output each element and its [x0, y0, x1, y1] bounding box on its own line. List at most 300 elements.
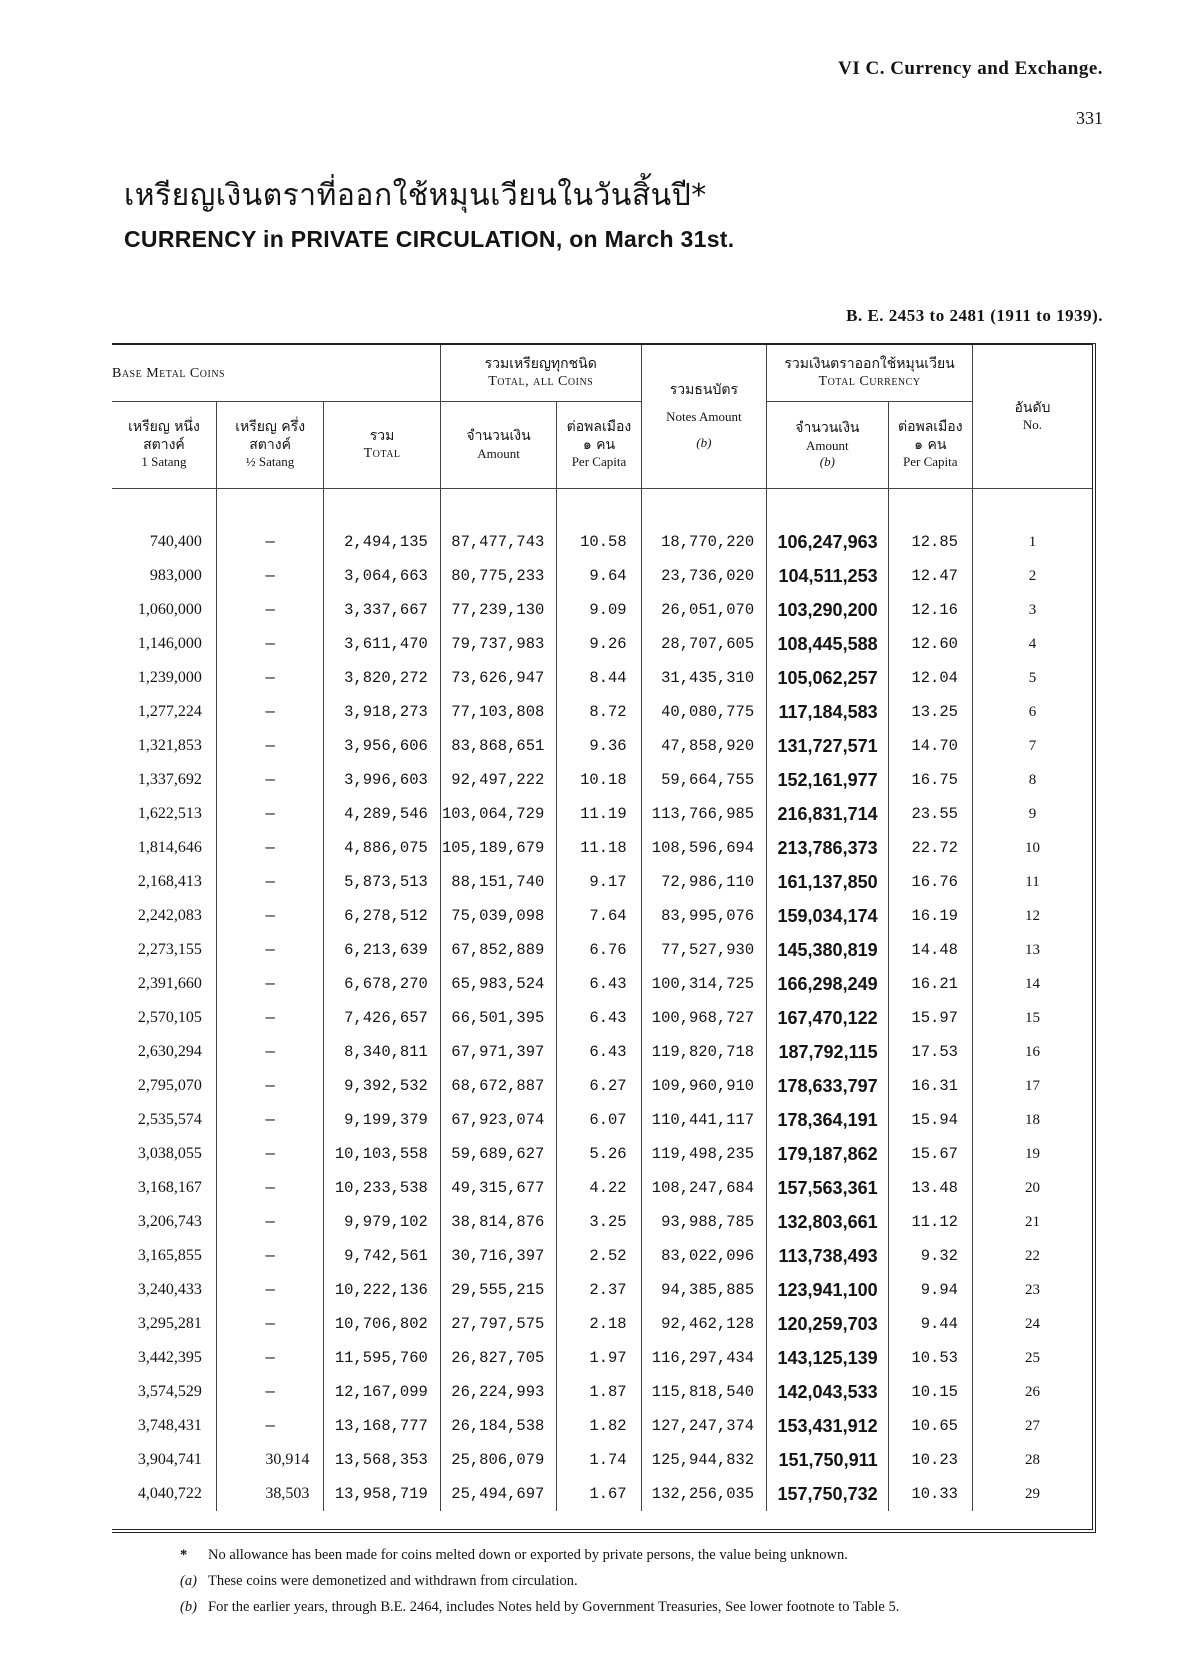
header-row-number: อันดับ No.	[972, 345, 1092, 489]
cell-coins-amount: 26,224,993	[440, 1375, 556, 1409]
footnotes	[180, 1542, 1080, 1620]
cell-coins-amount: 49,315,677	[440, 1171, 556, 1205]
cell-notes-amount: 92,462,128	[641, 1307, 767, 1341]
cell-half-satang: —	[216, 1341, 323, 1375]
cell-half-satang: —	[216, 933, 323, 967]
title-thai: เหรียญเงินตราที่ออกใช้หมุนเวียนในวันสิ้นปี*	[124, 178, 707, 213]
table-row	[112, 1443, 1092, 1477]
table-row	[112, 967, 1092, 1001]
cell-coins-amount: 66,501,395	[440, 1001, 556, 1035]
cell-one-satang: 1,622,513	[112, 797, 216, 831]
cell-notes-amount: 116,297,434	[641, 1341, 767, 1375]
cell-base-total: 3,820,272	[324, 661, 441, 695]
cell-coins-per-capita: 6.43	[557, 1001, 641, 1035]
cell-base-total: 10,233,538	[324, 1171, 441, 1205]
title-english: CURRENCY in PRIVATE CIRCULATION, on March 31st.	[124, 226, 735, 252]
cell-half-satang: —	[216, 1273, 323, 1307]
cell-notes-amount: 26,051,070	[641, 593, 767, 627]
cell-notes-amount: 113,766,985	[641, 797, 767, 831]
cell-coins-amount: 68,672,887	[440, 1069, 556, 1103]
cell-row-number: 17	[1024, 1077, 1040, 1094]
cell-half-satang: —	[216, 797, 323, 831]
cell-currency-per-capita: 10.65	[888, 1409, 972, 1443]
table-row	[112, 1103, 1092, 1137]
cell-coins-amount: 75,039,098	[440, 899, 556, 933]
cell-base-total: 3,956,606	[324, 729, 441, 763]
cell-coins-per-capita: 1.97	[557, 1341, 641, 1375]
table-row	[112, 763, 1092, 797]
cell-half-satang: —	[216, 899, 323, 933]
cell-row-number: 18	[1024, 1111, 1040, 1128]
table-row	[112, 933, 1092, 967]
cell-coins-per-capita: 3.25	[557, 1205, 641, 1239]
cell-currency-amount: 108,445,588	[767, 627, 888, 661]
cell-notes-amount: 31,435,310	[641, 661, 767, 695]
cell-half-satang: 38,503	[216, 1477, 323, 1511]
cell-base-total: 6,213,639	[324, 933, 441, 967]
header-total-all-coins: รวมเหรียญทุกชนิด Total, all Coins	[440, 345, 641, 402]
cell-notes-amount: 23,736,020	[641, 559, 767, 593]
cell-one-satang: 3,038,055	[112, 1137, 216, 1171]
cell-coins-per-capita: 9.36	[557, 729, 641, 763]
cell-coins-amount: 26,184,538	[440, 1409, 556, 1443]
cell-coins-per-capita: 7.64	[557, 899, 641, 933]
cell-coins-per-capita: 2.52	[557, 1239, 641, 1273]
cell-coins-amount: 59,689,627	[440, 1137, 556, 1171]
cell-one-satang: 1,277,224	[112, 695, 216, 729]
cell-one-satang: 2,273,155	[112, 933, 216, 967]
cell-half-satang: —	[216, 763, 323, 797]
cell-currency-per-capita: 16.76	[888, 865, 972, 899]
cell-coins-amount: 79,737,983	[440, 627, 556, 661]
table-row	[112, 1035, 1092, 1069]
cell-currency-amount: 178,633,797	[767, 1069, 888, 1103]
cell-base-total: 8,340,811	[324, 1035, 441, 1069]
cell-notes-amount: 59,664,755	[641, 763, 767, 797]
table-row	[112, 1477, 1092, 1511]
cell-coins-amount: 77,239,130	[440, 593, 556, 627]
table-row	[112, 1239, 1092, 1273]
cell-one-satang: 3,168,167	[112, 1171, 216, 1205]
cell-one-satang: 1,321,853	[112, 729, 216, 763]
cell-coins-amount: 88,151,740	[440, 865, 556, 899]
cell-row-number: 10	[1024, 839, 1040, 856]
cell-currency-per-capita: 10.15	[888, 1375, 972, 1409]
cell-notes-amount: 93,988,785	[641, 1205, 767, 1239]
cell-currency-per-capita: 16.19	[888, 899, 972, 933]
cell-row-number: 2	[1028, 567, 1037, 584]
cell-one-satang: 1,060,000	[112, 593, 216, 627]
cell-base-total: 4,289,546	[324, 797, 441, 831]
cell-notes-amount: 94,385,885	[641, 1273, 767, 1307]
header-currency-amount: จำนวนเงิน Amount (b)	[767, 402, 888, 489]
cell-currency-amount: 151,750,911	[767, 1443, 888, 1477]
cell-notes-amount: 77,527,930	[641, 933, 767, 967]
table-row	[112, 1375, 1092, 1409]
cell-coins-per-capita: 1.87	[557, 1375, 641, 1409]
table-row	[112, 729, 1092, 763]
cell-coins-per-capita: 2.37	[557, 1273, 641, 1307]
cell-currency-amount: 179,187,862	[767, 1137, 888, 1171]
cell-row-number: 14	[1024, 975, 1040, 992]
footnote-star: * No allowance has been made for coins melted down or exported by private persons, the value being unknown.	[180, 1547, 848, 1563]
cell-base-total: 3,337,667	[324, 593, 441, 627]
cell-currency-per-capita: 22.72	[888, 831, 972, 865]
cell-one-satang: 3,295,281	[112, 1307, 216, 1341]
cell-currency-amount: 143,125,139	[767, 1341, 888, 1375]
cell-base-total: 13,168,777	[324, 1409, 441, 1443]
cell-currency-amount: 117,184,583	[767, 695, 888, 729]
cell-currency-per-capita: 16.75	[888, 763, 972, 797]
cell-coins-amount: 30,716,397	[440, 1239, 556, 1273]
cell-one-satang: 1,814,646	[112, 831, 216, 865]
footnote-b: (b) For the earlier years, through B.E. 2464, includes Notes held by Government Treasuries, See lower footnote to Table 5.	[180, 1599, 900, 1615]
cell-row-number: 13	[1024, 941, 1040, 958]
cell-half-satang: —	[216, 661, 323, 695]
cell-currency-per-capita: 16.31	[888, 1069, 972, 1103]
cell-currency-amount: 178,364,191	[767, 1103, 888, 1137]
table-row	[112, 1273, 1092, 1307]
cell-row-number: 5	[1028, 669, 1037, 686]
cell-currency-per-capita: 13.25	[888, 695, 972, 729]
cell-row-number: 27	[1024, 1417, 1040, 1434]
cell-currency-amount: 105,062,257	[767, 661, 888, 695]
cell-coins-per-capita: 6.43	[557, 1035, 641, 1069]
cell-currency-per-capita: 14.70	[888, 729, 972, 763]
cell-currency-amount: 113,738,493	[767, 1239, 888, 1273]
cell-currency-per-capita: 10.53	[888, 1341, 972, 1375]
cell-currency-per-capita: 12.47	[888, 559, 972, 593]
cell-base-total: 5,873,513	[324, 865, 441, 899]
cell-coins-per-capita: 10.58	[557, 525, 641, 559]
cell-notes-amount: 72,986,110	[641, 865, 767, 899]
footnote-a: (a) These coins were demonetized and withdrawn from circulation.	[180, 1573, 578, 1589]
cell-notes-amount: 18,770,220	[641, 525, 767, 559]
cell-row-number: 16	[1024, 1043, 1040, 1060]
cell-coins-per-capita: 8.72	[557, 695, 641, 729]
cell-notes-amount: 47,858,920	[641, 729, 767, 763]
cell-currency-amount: 187,792,115	[767, 1035, 888, 1069]
cell-coins-amount: 65,983,524	[440, 967, 556, 1001]
header-half-satang: เหรียญ ครึ่งสตางค์ ½ Satang	[216, 402, 323, 489]
cell-half-satang: —	[216, 1001, 323, 1035]
cell-coins-amount: 92,497,222	[440, 763, 556, 797]
cell-notes-amount: 108,596,694	[641, 831, 767, 865]
cell-half-satang: —	[216, 1307, 323, 1341]
cell-coins-amount: 25,494,697	[440, 1477, 556, 1511]
cell-base-total: 9,979,102	[324, 1205, 441, 1239]
cell-coins-amount: 103,064,729	[440, 797, 556, 831]
cell-half-satang: —	[216, 729, 323, 763]
cell-one-satang: 1,337,692	[112, 763, 216, 797]
cell-coins-amount: 67,971,397	[440, 1035, 556, 1069]
cell-one-satang: 740,400	[112, 525, 216, 559]
cell-row-number: 11	[1025, 873, 1040, 890]
cell-base-total: 13,958,719	[324, 1477, 441, 1511]
cell-base-total: 3,996,603	[324, 763, 441, 797]
cell-base-total: 11,595,760	[324, 1341, 441, 1375]
cell-notes-amount: 110,441,117	[641, 1103, 767, 1137]
cell-base-total: 6,278,512	[324, 899, 441, 933]
cell-currency-per-capita: 17.53	[888, 1035, 972, 1069]
cell-currency-per-capita: 23.55	[888, 797, 972, 831]
table-row	[112, 1409, 1092, 1443]
cell-coins-per-capita: 10.18	[557, 763, 641, 797]
cell-notes-amount: 132,256,035	[641, 1477, 767, 1511]
cell-base-total: 9,392,532	[324, 1069, 441, 1103]
cell-currency-amount: 145,380,819	[767, 933, 888, 967]
table-row	[112, 831, 1092, 865]
cell-currency-amount: 157,750,732	[767, 1477, 888, 1511]
cell-row-number: 21	[1024, 1213, 1040, 1230]
cell-half-satang: —	[216, 967, 323, 1001]
cell-currency-per-capita: 12.60	[888, 627, 972, 661]
cell-half-satang: —	[216, 1375, 323, 1409]
cell-one-satang: 2,391,660	[112, 967, 216, 1001]
page-number: 331	[1076, 108, 1103, 128]
cell-row-number: 19	[1024, 1145, 1040, 1162]
cell-base-total: 3,611,470	[324, 627, 441, 661]
cell-currency-per-capita: 14.48	[888, 933, 972, 967]
cell-notes-amount: 127,247,374	[641, 1409, 767, 1443]
cell-row-number: 28	[1024, 1451, 1040, 1468]
cell-currency-per-capita: 12.04	[888, 661, 972, 695]
cell-currency-amount: 131,727,571	[767, 729, 888, 763]
cell-currency-per-capita: 16.21	[888, 967, 972, 1001]
cell-coins-amount: 29,555,215	[440, 1273, 556, 1307]
cell-notes-amount: 28,707,605	[641, 627, 767, 661]
cell-one-satang: 2,630,294	[112, 1035, 216, 1069]
header-base-total: รวม Total	[324, 402, 441, 489]
cell-currency-amount: 167,470,122	[767, 1001, 888, 1035]
year-range: B. E. 2453 to 2481 (1911 to 1939).	[846, 306, 1103, 325]
cell-currency-per-capita: 10.33	[888, 1477, 972, 1511]
table-row	[112, 559, 1092, 593]
cell-half-satang: —	[216, 1409, 323, 1443]
table-row	[112, 1001, 1092, 1035]
cell-base-total: 13,568,353	[324, 1443, 441, 1477]
table-row	[112, 865, 1092, 899]
table-row	[112, 593, 1092, 627]
cell-half-satang: —	[216, 559, 323, 593]
table-row	[112, 1205, 1092, 1239]
table-row	[112, 1307, 1092, 1341]
cell-coins-per-capita: 6.07	[557, 1103, 641, 1137]
cell-currency-amount: 159,034,174	[767, 899, 888, 933]
cell-notes-amount: 100,968,727	[641, 1001, 767, 1035]
cell-base-total: 10,706,802	[324, 1307, 441, 1341]
cell-notes-amount: 83,995,076	[641, 899, 767, 933]
cell-base-total: 10,222,136	[324, 1273, 441, 1307]
cell-half-satang: —	[216, 695, 323, 729]
cell-currency-amount: 161,137,850	[767, 865, 888, 899]
cell-coins-per-capita: 1.82	[557, 1409, 641, 1443]
cell-currency-per-capita: 13.48	[888, 1171, 972, 1205]
cell-row-number: 9	[1028, 805, 1037, 822]
cell-half-satang: —	[216, 831, 323, 865]
cell-notes-amount: 109,960,910	[641, 1069, 767, 1103]
cell-currency-amount: 152,161,977	[767, 763, 888, 797]
currency-table	[112, 343, 1096, 1533]
cell-row-number: 23	[1024, 1281, 1040, 1298]
cell-one-satang: 2,795,070	[112, 1069, 216, 1103]
cell-coins-per-capita: 1.74	[557, 1443, 641, 1477]
cell-coins-amount: 67,852,889	[440, 933, 556, 967]
cell-half-satang: —	[216, 1239, 323, 1273]
cell-currency-per-capita: 9.44	[888, 1307, 972, 1341]
cell-coins-per-capita: 9.17	[557, 865, 641, 899]
cell-coins-per-capita: 9.09	[557, 593, 641, 627]
cell-coins-per-capita: 9.64	[557, 559, 641, 593]
table-row	[112, 1171, 1092, 1205]
cell-coins-amount: 25,806,079	[440, 1443, 556, 1477]
cell-coins-per-capita: 11.18	[557, 831, 641, 865]
cell-half-satang: —	[216, 1205, 323, 1239]
cell-half-satang: —	[216, 1137, 323, 1171]
cell-one-satang: 3,574,529	[112, 1375, 216, 1409]
cell-one-satang: 2,242,083	[112, 899, 216, 933]
cell-currency-amount: 103,290,200	[767, 593, 888, 627]
cell-base-total: 9,742,561	[324, 1239, 441, 1273]
cell-half-satang: —	[216, 865, 323, 899]
cell-coins-per-capita: 8.44	[557, 661, 641, 695]
table-row	[112, 1069, 1092, 1103]
cell-row-number: 4	[1028, 635, 1037, 652]
cell-base-total: 2,494,135	[324, 525, 441, 559]
cell-coins-per-capita: 4.22	[557, 1171, 641, 1205]
cell-coins-per-capita: 11.19	[557, 797, 641, 831]
table-row	[112, 1137, 1092, 1171]
cell-coins-amount: 26,827,705	[440, 1341, 556, 1375]
header-total-currency: รวมเงินตราออกใช้หมุนเวียน Total Currency	[767, 345, 973, 402]
cell-one-satang: 983,000	[112, 559, 216, 593]
cell-one-satang: 2,168,413	[112, 865, 216, 899]
cell-half-satang: —	[216, 1103, 323, 1137]
cell-one-satang: 3,904,741	[112, 1443, 216, 1477]
cell-half-satang: —	[216, 1035, 323, 1069]
cell-row-number: 6	[1028, 703, 1037, 720]
cell-row-number: 3	[1028, 601, 1037, 618]
cell-currency-amount: 104,511,253	[767, 559, 888, 593]
cell-currency-amount: 142,043,533	[767, 1375, 888, 1409]
cell-coins-per-capita: 6.27	[557, 1069, 641, 1103]
cell-currency-amount: 216,831,714	[767, 797, 888, 831]
cell-coins-amount: 38,814,876	[440, 1205, 556, 1239]
cell-row-number: 29	[1024, 1485, 1040, 1502]
table-row	[112, 627, 1092, 661]
cell-currency-per-capita: 15.67	[888, 1137, 972, 1171]
cell-currency-per-capita: 10.23	[888, 1443, 972, 1477]
cell-currency-amount: 166,298,249	[767, 967, 888, 1001]
table-row	[112, 797, 1092, 831]
cell-currency-amount: 120,259,703	[767, 1307, 888, 1341]
cell-base-total: 10,103,558	[324, 1137, 441, 1171]
table-row	[112, 525, 1092, 559]
cell-base-total: 9,199,379	[324, 1103, 441, 1137]
cell-currency-amount: 153,431,912	[767, 1409, 888, 1443]
cell-coins-amount: 73,626,947	[440, 661, 556, 695]
cell-currency-amount: 157,563,361	[767, 1171, 888, 1205]
cell-row-number: 8	[1028, 771, 1037, 788]
cell-coins-amount: 105,189,679	[440, 831, 556, 865]
cell-base-total: 4,886,075	[324, 831, 441, 865]
cell-one-satang: 1,146,000	[112, 627, 216, 661]
cell-row-number: 25	[1024, 1349, 1040, 1366]
cell-currency-per-capita: 9.32	[888, 1239, 972, 1273]
cell-one-satang: 2,535,574	[112, 1103, 216, 1137]
cell-row-number: 20	[1024, 1179, 1040, 1196]
cell-notes-amount: 108,247,684	[641, 1171, 767, 1205]
cell-row-number: 22	[1024, 1247, 1040, 1264]
header-currency-per-capita: ต่อพลเมือง ๑ คน Per Capita	[888, 402, 972, 489]
cell-coins-amount: 67,923,074	[440, 1103, 556, 1137]
cell-currency-amount: 213,786,373	[767, 831, 888, 865]
cell-coins-per-capita: 6.76	[557, 933, 641, 967]
header-coins-amount: จำนวนเงิน Amount	[440, 402, 556, 489]
cell-half-satang: —	[216, 627, 323, 661]
cell-one-satang: 3,442,395	[112, 1341, 216, 1375]
cell-currency-amount: 132,803,661	[767, 1205, 888, 1239]
cell-half-satang: —	[216, 1171, 323, 1205]
cell-notes-amount: 119,820,718	[641, 1035, 767, 1069]
cell-currency-per-capita: 15.97	[888, 1001, 972, 1035]
cell-row-number: 15	[1024, 1009, 1040, 1026]
cell-one-satang: 3,748,431	[112, 1409, 216, 1443]
header-notes: รวมธนบัตร Notes Amount (b)	[641, 345, 767, 489]
cell-half-satang: 30,914	[216, 1443, 323, 1477]
cell-coins-per-capita: 9.26	[557, 627, 641, 661]
cell-currency-per-capita: 12.16	[888, 593, 972, 627]
cell-base-total: 3,918,273	[324, 695, 441, 729]
cell-one-satang: 3,165,855	[112, 1239, 216, 1273]
cell-one-satang: 3,206,743	[112, 1205, 216, 1239]
cell-notes-amount: 40,080,775	[641, 695, 767, 729]
cell-coins-amount: 77,103,808	[440, 695, 556, 729]
cell-one-satang: 1,239,000	[112, 661, 216, 695]
running-head: VI C. Currency and Exchange.	[838, 58, 1103, 79]
cell-currency-per-capita: 12.85	[888, 525, 972, 559]
table-row	[112, 899, 1092, 933]
cell-coins-per-capita: 1.67	[557, 1477, 641, 1511]
cell-row-number: 7	[1028, 737, 1037, 754]
cell-notes-amount: 119,498,235	[641, 1137, 767, 1171]
cell-notes-amount: 125,944,832	[641, 1443, 767, 1477]
header-coins-per-capita: ต่อพลเมือง ๑ คน Per Capita	[557, 402, 641, 489]
cell-half-satang: —	[216, 593, 323, 627]
cell-currency-per-capita: 15.94	[888, 1103, 972, 1137]
cell-notes-amount: 115,818,540	[641, 1375, 767, 1409]
cell-coins-amount: 87,477,743	[440, 525, 556, 559]
cell-base-total: 6,678,270	[324, 967, 441, 1001]
cell-row-number: 26	[1024, 1383, 1040, 1400]
cell-notes-amount: 100,314,725	[641, 967, 767, 1001]
cell-coins-per-capita: 5.26	[557, 1137, 641, 1171]
cell-coins-per-capita: 2.18	[557, 1307, 641, 1341]
cell-row-number: 12	[1024, 907, 1040, 924]
table-row	[112, 695, 1092, 729]
cell-coins-per-capita: 6.43	[557, 967, 641, 1001]
cell-row-number: 1	[1028, 533, 1037, 550]
cell-one-satang: 3,240,433	[112, 1273, 216, 1307]
cell-currency-amount: 106,247,963	[767, 525, 888, 559]
header-base-metal-coins: Base Metal Coins	[112, 345, 440, 402]
cell-one-satang: 4,040,722	[112, 1477, 216, 1511]
cell-one-satang: 2,570,105	[112, 1001, 216, 1035]
cell-currency-per-capita: 9.94	[888, 1273, 972, 1307]
table-row	[112, 1341, 1092, 1375]
cell-base-total: 12,167,099	[324, 1375, 441, 1409]
cell-half-satang: —	[216, 525, 323, 559]
